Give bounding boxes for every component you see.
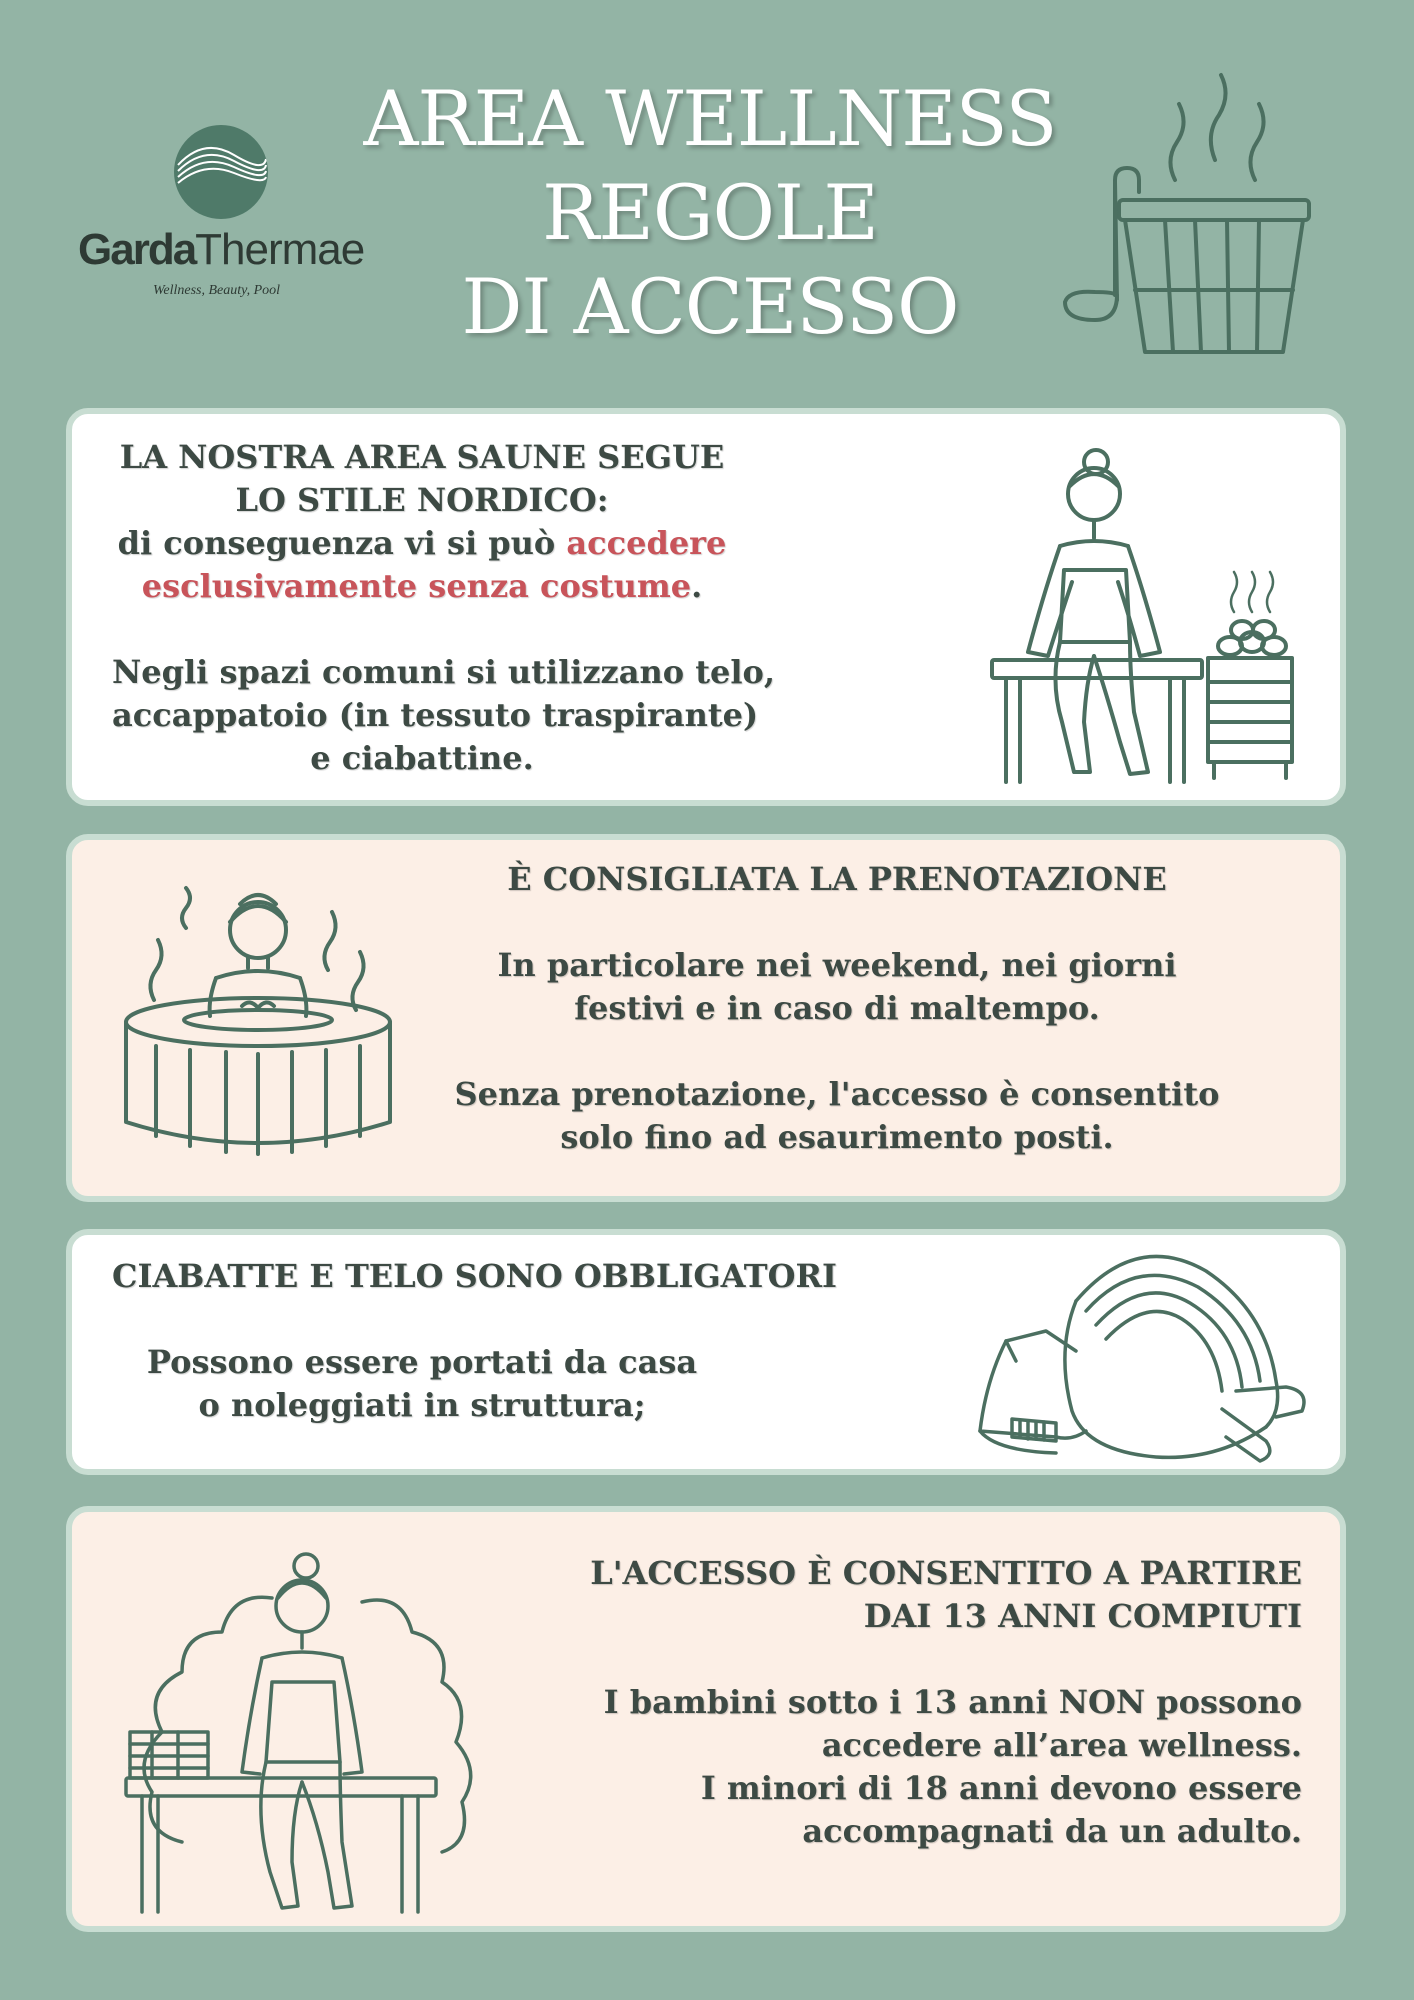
card-slippers-towel bbox=[66, 1229, 1346, 1475]
card-booking bbox=[66, 834, 1346, 1202]
card2-heading: È CONSIGLIATA LA PRENOTAZIONE bbox=[507, 860, 1167, 898]
card3-heading: CIABATTE E TELO SONO OBBLIGATORI bbox=[112, 1257, 837, 1295]
hot-tub-woman-icon bbox=[116, 860, 416, 1170]
card1-line3: di conseguenza vi si può accedere bbox=[117, 524, 727, 562]
card1-body-line2: accappatoio (in tessuto traspirante) bbox=[112, 696, 759, 734]
card1-heading-line2: LO STILE NORDICO: bbox=[235, 481, 609, 519]
card2-body-line4: solo fino ad esaurimento posti. bbox=[560, 1118, 1114, 1156]
card2-body-line1: In particolare nei weekend, nei giorni bbox=[497, 946, 1177, 984]
card1-body-line1: Negli spazi comuni si utilizzano telo, bbox=[112, 653, 775, 691]
card4-body-line3: I minori di 18 anni devono essere bbox=[700, 1769, 1302, 1807]
card-age-limit bbox=[66, 1506, 1346, 1932]
card4-heading-line1: L'ACCESSO È CONSENTITO A PARTIRE bbox=[590, 1554, 1302, 1592]
card1-body-line3: e ciabattine. bbox=[310, 739, 534, 777]
title-line-2: REGOLE bbox=[542, 168, 878, 257]
title-line-3: DI ACCESSO bbox=[461, 262, 959, 351]
card1-line4: esclusivamente senza costume. bbox=[141, 567, 703, 605]
card3-body-line1: Possono essere portati da casa bbox=[146, 1343, 698, 1381]
folded-towel-icon bbox=[976, 1241, 1316, 1471]
card4-heading-line2: DAI 13 ANNI COMPIUTI bbox=[863, 1597, 1302, 1635]
card4-body-line1: I bambini sotto i 13 anni NON possono bbox=[603, 1683, 1302, 1721]
card2-body-line3: Senza prenotazione, l'accesso è consentito bbox=[454, 1075, 1220, 1113]
logo-tagline: Wellness, Beauty, Pool bbox=[153, 283, 281, 298]
card1-heading-line1: LA NOSTRA AREA SAUNE SEGUE bbox=[119, 438, 725, 476]
logo-name: GardaThermae bbox=[78, 225, 365, 274]
card2-body-line2: festivi e in caso di maltempo. bbox=[574, 989, 1100, 1027]
logo-wave-icon bbox=[174, 125, 268, 219]
woman-steam-bench-icon bbox=[122, 1542, 502, 1922]
page-title bbox=[330, 72, 1090, 354]
card4-body-line2: accedere all’area wellness. bbox=[821, 1726, 1302, 1764]
title-line-1: AREA WELLNESS bbox=[363, 74, 1057, 163]
sauna-bucket-icon bbox=[1055, 70, 1315, 360]
card-nordic-sauna bbox=[66, 408, 1346, 806]
card3-body-line2: o noleggiati in struttura; bbox=[198, 1386, 646, 1424]
card4-body-line4: accompagnati da un adulto. bbox=[802, 1812, 1302, 1850]
woman-sauna-bench-icon bbox=[990, 442, 1310, 792]
